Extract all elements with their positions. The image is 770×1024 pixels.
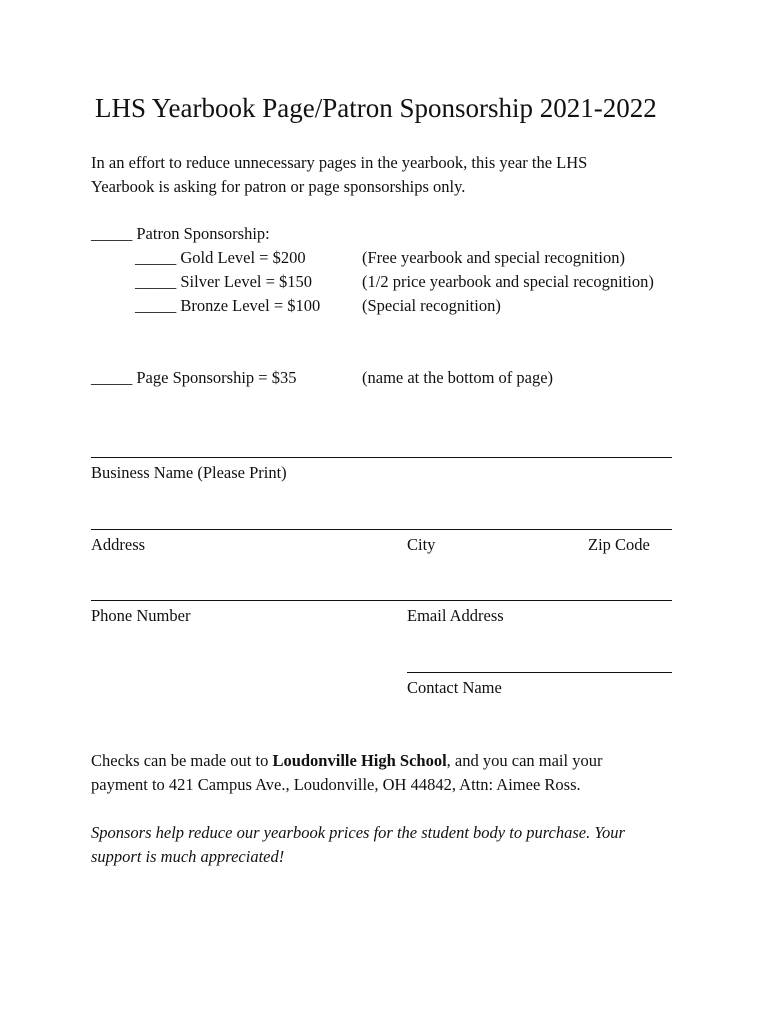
- contact-name-label: Contact Name: [407, 678, 502, 697]
- silver-blank[interactable]: _____: [135, 272, 177, 291]
- school-name: Loudonville High School: [272, 751, 447, 770]
- gold-blank[interactable]: _____: [135, 248, 177, 267]
- payment-post-text: , and you can mail your: [446, 751, 603, 770]
- intro-line-2: Yearbook is asking for patron or page sponsorships only.: [91, 177, 466, 196]
- page-sponsorship-option: [91, 366, 296, 390]
- gold-level-note: (Free yearbook and special recognition): [362, 248, 625, 267]
- address-label: Address: [91, 535, 146, 554]
- payment-paragraph: [91, 749, 602, 797]
- page-sponsorship-label: Page Sponsorship = $35: [136, 368, 297, 387]
- closing-line-2: support is much appreciated!: [91, 847, 285, 866]
- intro-paragraph: [91, 151, 587, 199]
- business-name-line[interactable]: [91, 457, 672, 458]
- bronze-level-option: [135, 294, 320, 318]
- patron-sponsorship-label: Patron Sponsorship:: [136, 224, 270, 243]
- page-title: LHS Yearbook Page/Patron Sponsorship 2021-2022: [95, 93, 657, 123]
- zip-code-label: Zip Code: [588, 535, 650, 554]
- intro-line-1: In an effort to reduce unnecessary pages in the yearbook, this year the LHS: [91, 153, 588, 172]
- bronze-level-note: (Special recognition): [362, 296, 501, 315]
- city-label: City: [407, 535, 436, 554]
- closing-line-1: Sponsors help reduce our yearbook prices for the student body to purchase. Your: [91, 823, 625, 842]
- patron-blank[interactable]: _____: [91, 224, 133, 243]
- business-name-label: Business Name (Please Print): [91, 463, 287, 482]
- address-line[interactable]: [91, 529, 672, 530]
- bronze-blank[interactable]: _____: [135, 296, 177, 315]
- contact-name-line[interactable]: [407, 672, 672, 673]
- email-address-label: Email Address: [407, 606, 504, 625]
- payment-pre-text: Checks can be made out to: [91, 751, 273, 770]
- gold-level-label: Gold Level = $200: [180, 248, 306, 267]
- payment-line-1: [91, 749, 602, 773]
- closing-paragraph: [91, 821, 625, 869]
- phone-email-line[interactable]: [91, 600, 672, 601]
- phone-number-label: Phone Number: [91, 606, 191, 625]
- silver-level-option: [135, 270, 312, 294]
- gold-level-option: [135, 246, 306, 270]
- silver-level-note: (1/2 price yearbook and special recognition): [362, 272, 654, 291]
- silver-level-label: Silver Level = $150: [180, 272, 313, 291]
- payment-line-2: payment to 421 Campus Ave., Loudonville, OH 44842, Attn: Aimee Ross.: [91, 775, 581, 794]
- page-sponsorship-note: (name at the bottom of page): [362, 368, 554, 387]
- bronze-level-label: Bronze Level = $100: [180, 296, 321, 315]
- page-sponsorship-blank[interactable]: _____: [91, 368, 133, 387]
- patron-sponsorship-row: [91, 222, 270, 246]
